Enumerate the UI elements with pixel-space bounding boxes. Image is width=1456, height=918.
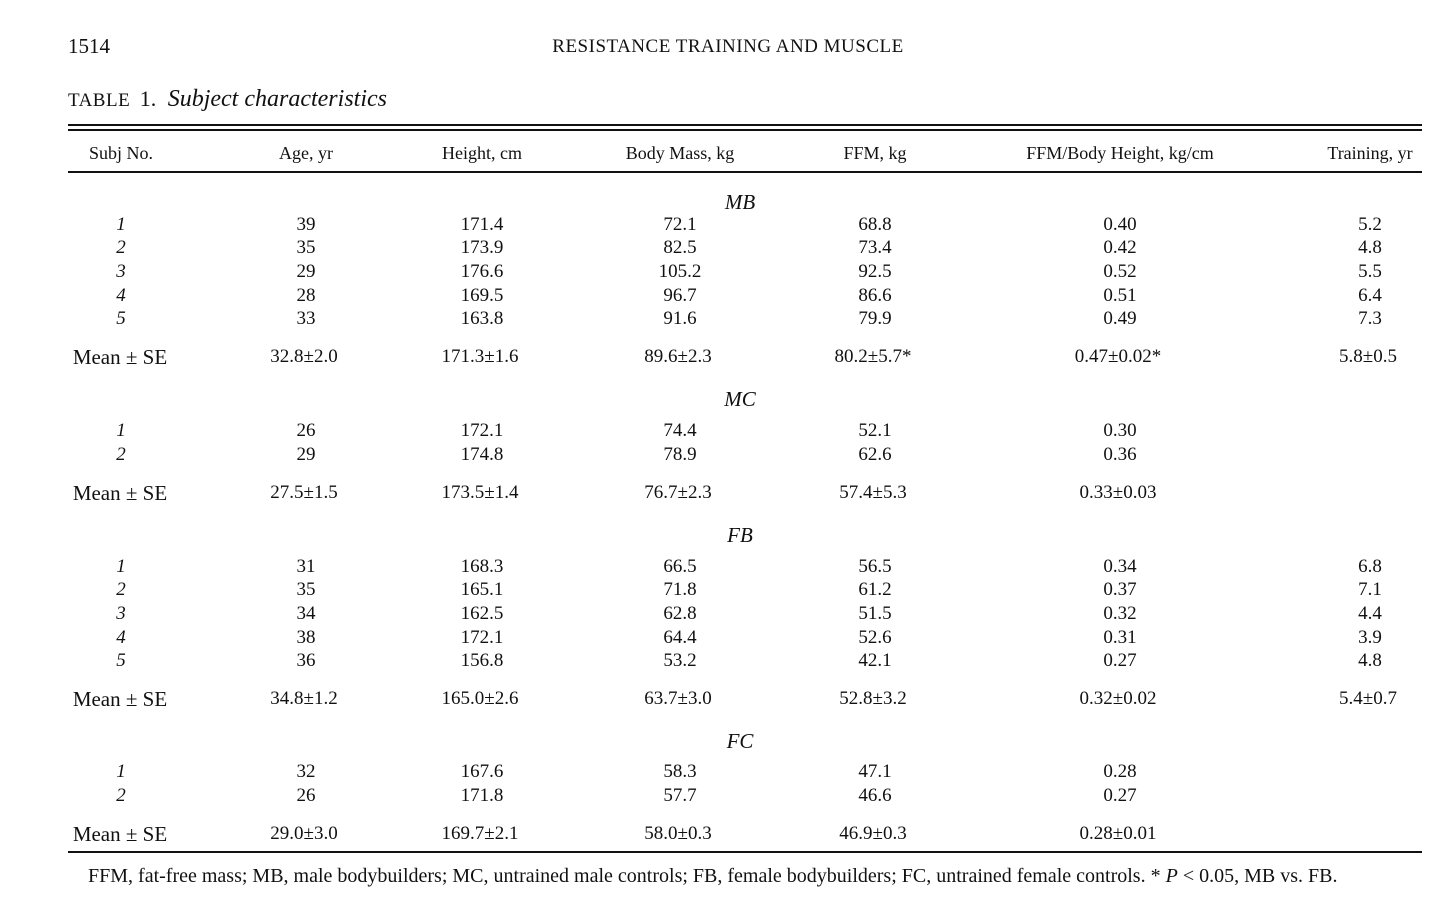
table-cell-body-mass: 57.7 [663, 785, 697, 806]
mean-se-age: 32.8±2.0 [270, 346, 338, 367]
table-cell-subj-no: 1 [116, 556, 126, 577]
mean-se-training: 5.8±0.5 [1339, 346, 1397, 367]
table-cell-ffm: 79.9 [858, 308, 892, 329]
mean-se-ffm: 80.2±5.7* [834, 346, 912, 367]
mean-se-body-mass: 89.6±2.3 [644, 346, 712, 367]
table-cell-ffm: 51.5 [858, 603, 892, 624]
table-cell-ffm: 86.6 [858, 285, 892, 306]
table-cell-age: 35 [296, 579, 316, 600]
table-cell-body-mass: 78.9 [663, 444, 697, 465]
table-cell-subj-no: 2 [116, 237, 126, 258]
table-cell-age: 33 [296, 308, 316, 329]
table-cell-subj-no: 5 [116, 650, 126, 671]
table-cell-height: 165.1 [460, 579, 504, 600]
table-cell-body-mass: 72.1 [663, 214, 697, 235]
mean-se-ffm: 52.8±3.2 [839, 688, 907, 709]
table-bottom-rule [68, 851, 1422, 853]
table-cell-training: 5.2 [1358, 214, 1382, 235]
table-cell-ffm-per-height: 0.31 [1103, 627, 1137, 648]
table-cell-age: 35 [296, 237, 316, 258]
table-cell-subj-no: 4 [116, 285, 126, 306]
table-cell-age: 29 [296, 261, 316, 282]
table-cell-subj-no: 1 [116, 420, 126, 441]
column-header-ffm: FFM, kg [843, 143, 907, 163]
table-cell-age: 28 [296, 285, 316, 306]
mean-se-height: 173.5±1.4 [441, 482, 519, 503]
footnote-p-symbol: P [1165, 865, 1178, 887]
table-cell-height: 172.1 [460, 627, 504, 648]
table-cell-ffm-per-height: 0.37 [1103, 579, 1137, 600]
column-header-body-mass: Body Mass, kg [625, 143, 735, 163]
table-cell-ffm: 42.1 [858, 650, 892, 671]
mean-se-ffm: 57.4±5.3 [839, 482, 907, 503]
table-cell-ffm-per-height: 0.51 [1103, 285, 1137, 306]
table-cell-height: 162.5 [460, 603, 504, 624]
table-cell-height: 171.8 [460, 785, 504, 806]
table-cell-ffm-per-height: 0.27 [1103, 650, 1137, 671]
table-cell-body-mass: 74.4 [663, 420, 697, 441]
table-cell-subj-no: 1 [116, 214, 126, 235]
table-cell-training: 6.8 [1358, 556, 1382, 577]
column-header-age: Age, yr [279, 143, 333, 163]
table-label: TABLE [68, 90, 131, 111]
mean-se-label: Mean ± SE [72, 345, 168, 369]
table-title: Subject characteristics [167, 86, 387, 112]
table-cell-height: 176.6 [460, 261, 504, 282]
table-cell-ffm: 68.8 [858, 214, 892, 235]
mean-se-label: Mean ± SE [72, 481, 168, 505]
table-cell-subj-no: 3 [116, 603, 126, 624]
table-cell-ffm: 61.2 [858, 579, 892, 600]
table-cell-ffm: 52.1 [858, 420, 892, 441]
table-cell-age: 39 [296, 214, 316, 235]
mean-se-body-mass: 63.7±3.0 [644, 688, 712, 709]
table-cell-ffm: 56.5 [858, 556, 892, 577]
table-cell-training: 7.1 [1358, 579, 1382, 600]
table-cell-height: 172.1 [460, 420, 504, 441]
table-cell-training: 7.3 [1358, 308, 1382, 329]
table-top-rule-inner [68, 129, 1422, 131]
table-cell-ffm-per-height: 0.52 [1103, 261, 1137, 282]
table-cell-body-mass: 53.2 [663, 650, 697, 671]
table-cell-ffm-per-height: 0.36 [1103, 444, 1137, 465]
table-cell-ffm: 46.6 [858, 785, 892, 806]
mean-se-ffm-per-height: 0.33±0.03 [1079, 482, 1157, 503]
table-cell-ffm-per-height: 0.27 [1103, 785, 1137, 806]
table-cell-height: 173.9 [460, 237, 504, 258]
table-cell-training: 6.4 [1358, 285, 1382, 306]
mean-se-ffm-per-height: 0.32±0.02 [1079, 688, 1157, 709]
table-cell-height: 168.3 [460, 556, 504, 577]
table-number: 1. [139, 86, 157, 111]
table-cell-subj-no: 4 [116, 627, 126, 648]
table-cell-height: 171.4 [460, 214, 504, 235]
mean-se-label: Mean ± SE [72, 687, 168, 711]
table-cell-body-mass: 105.2 [658, 261, 702, 282]
table-cell-ffm-per-height: 0.40 [1103, 214, 1137, 235]
mean-se-ffm: 46.9±0.3 [839, 823, 907, 844]
mean-se-height: 171.3±1.6 [441, 346, 519, 367]
table-cell-subj-no: 2 [116, 785, 126, 806]
table-cell-body-mass: 62.8 [663, 603, 697, 624]
table-cell-age: 29 [296, 444, 316, 465]
page-number: 1514 [68, 34, 110, 58]
table-cell-body-mass: 96.7 [663, 285, 697, 306]
table-cell-ffm-per-height: 0.30 [1103, 420, 1137, 441]
table-cell-body-mass: 66.5 [663, 556, 697, 577]
table-cell-subj-no: 1 [116, 761, 126, 782]
column-header-training: Training, yr [1327, 143, 1413, 163]
table-cell-training: 4.8 [1358, 237, 1382, 258]
header-bottom-rule [68, 171, 1422, 173]
column-header-height: Height, cm [442, 143, 522, 163]
table-cell-age: 34 [296, 603, 316, 624]
table-cell-ffm-per-height: 0.32 [1103, 603, 1137, 624]
table-cell-height: 156.8 [460, 650, 504, 671]
table-footnote [62, 864, 1422, 888]
footnote-p-rest: < 0.05, MB vs. FB. [1182, 865, 1338, 887]
table-cell-ffm: 47.1 [858, 761, 892, 782]
mean-se-age: 34.8±1.2 [270, 688, 338, 709]
table-cell-training: 3.9 [1358, 627, 1382, 648]
mean-se-training: 5.4±0.7 [1339, 688, 1397, 709]
table-cell-age: 38 [296, 627, 316, 648]
table-cell-body-mass: 58.3 [663, 761, 697, 782]
table-top-rule [68, 124, 1422, 126]
mean-se-ffm-per-height: 0.47±0.02* [1074, 346, 1162, 367]
table-cell-ffm-per-height: 0.34 [1103, 556, 1137, 577]
table-cell-subj-no: 3 [116, 261, 126, 282]
group-label: MC [724, 387, 756, 411]
mean-se-body-mass: 58.0±0.3 [644, 823, 712, 844]
table-cell-subj-no: 2 [116, 579, 126, 600]
table-cell-age: 26 [296, 785, 316, 806]
table-cell-ffm-per-height: 0.28 [1103, 761, 1137, 782]
table-cell-ffm-per-height: 0.49 [1103, 308, 1137, 329]
table-cell-ffm: 52.6 [858, 627, 892, 648]
table-cell-body-mass: 71.8 [663, 579, 697, 600]
table-cell-height: 163.8 [460, 308, 504, 329]
mean-se-ffm-per-height: 0.28±0.01 [1079, 823, 1157, 844]
group-label: FB [727, 523, 753, 547]
footnote-text: FFM, fat-free mass; MB, male bodybuilders; MC, untrained male controls; FB, female bodybuilders; FC, untrained female controls. * [88, 865, 1161, 887]
table-cell-height: 169.5 [460, 285, 504, 306]
table-cell-ffm: 92.5 [858, 261, 892, 282]
table-cell-body-mass: 82.5 [663, 237, 697, 258]
table-cell-training: 4.8 [1358, 650, 1382, 671]
mean-se-height: 165.0±2.6 [441, 688, 519, 709]
table-cell-age: 31 [296, 556, 316, 577]
mean-se-height: 169.7±2.1 [441, 823, 519, 844]
table-cell-body-mass: 91.6 [663, 308, 697, 329]
mean-se-body-mass: 76.7±2.3 [644, 482, 712, 503]
table-cell-height: 167.6 [460, 761, 504, 782]
table-cell-body-mass: 64.4 [663, 627, 697, 648]
table-cell-age: 32 [296, 761, 316, 782]
running-head: RESISTANCE TRAINING AND MUSCLE [552, 36, 904, 57]
table-cell-age: 36 [296, 650, 316, 671]
table-cell-training: 5.5 [1358, 261, 1382, 282]
table-cell-training: 4.4 [1358, 603, 1382, 624]
mean-se-label: Mean ± SE [72, 822, 168, 846]
table-cell-height: 174.8 [460, 444, 504, 465]
table-caption [68, 86, 387, 113]
mean-se-age: 27.5±1.5 [270, 482, 338, 503]
column-header-ffm-per-height: FFM/Body Height, kg/cm [1026, 143, 1214, 163]
table-cell-ffm: 73.4 [858, 237, 892, 258]
table-cell-age: 26 [296, 420, 316, 441]
table-cell-subj-no: 2 [116, 444, 126, 465]
table-cell-subj-no: 5 [116, 308, 126, 329]
mean-se-age: 29.0±3.0 [270, 823, 338, 844]
table-cell-ffm-per-height: 0.42 [1103, 237, 1137, 258]
column-header-subj-no: Subj No. [88, 143, 153, 163]
group-label: MB [724, 190, 756, 214]
table-cell-ffm: 62.6 [858, 444, 892, 465]
group-label: FC [726, 729, 754, 753]
